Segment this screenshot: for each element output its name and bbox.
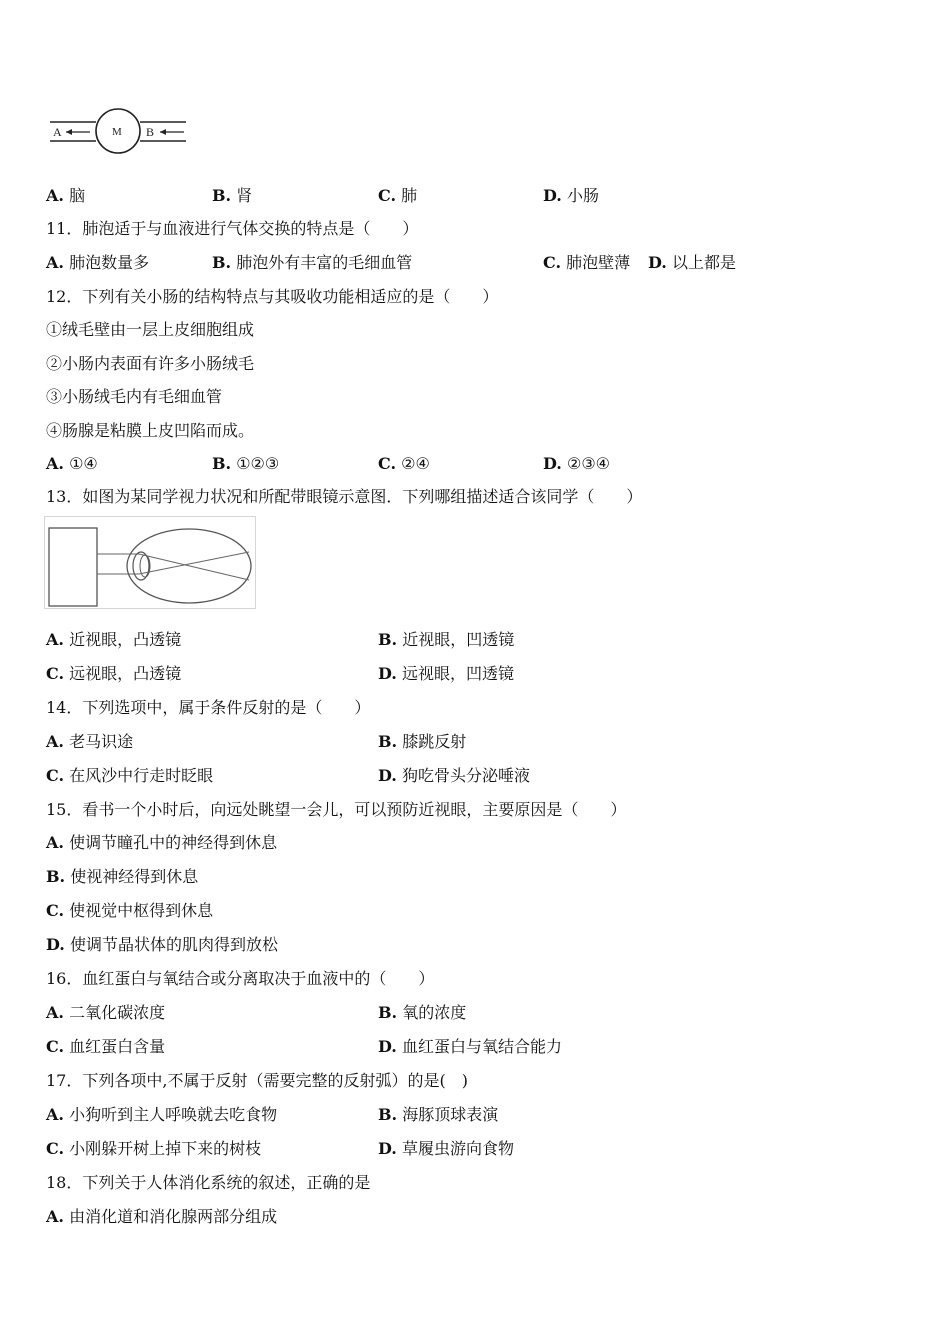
option-letter: D. [543,454,562,473]
label-a: A [53,125,62,139]
q17-stem: 17．下列各项中,不属于反射（需要完整的反射弧）的是( ) [46,1071,468,1090]
option-letter: A. [46,1207,64,1226]
option-text: 小刚躲开树上掉下来的树枝 [69,1139,262,1158]
option-text: 使调节晶状体的肌肉得到放松 [69,935,278,954]
option-letter: C. [46,901,65,920]
option-text: 肺泡数量多 [69,253,150,272]
option-text: ①②③ [236,454,280,473]
q18-stem: 18．下列关于人体消化系统的叙述，正确的是 [46,1173,371,1192]
option-text: 氧的浓度 [402,1003,467,1022]
q14-option-b[interactable] [378,731,466,753]
option-letter: B. [378,630,398,649]
q15-option-c[interactable] [46,900,213,922]
q11-option-b[interactable] [212,252,412,274]
q12-option-c[interactable] [378,453,430,475]
option-text: 血红蛋白含量 [69,1037,166,1056]
option-text: 以上都是 [671,253,736,272]
option-text: 由消化道和消化腺两部分组成 [69,1207,278,1226]
option-letter: A. [46,1105,64,1124]
option-letter: C. [46,766,65,785]
q12-option-a[interactable] [46,453,98,475]
option-text: 老马识途 [69,732,134,751]
option-text: 脑 [69,186,86,205]
option-letter: D. [648,253,667,272]
q10-option-a[interactable] [46,185,85,207]
option-letter: D. [378,1037,397,1056]
option-letter: D. [378,766,397,785]
q13-stem: 13．如图为某同学视力状况和所配带眼镜示意图．下列哪组描述适合该同学（ ） [46,487,643,506]
q13-option-c[interactable] [46,663,181,685]
q12-statement-4: ④肠腺是粘膜上皮凹陷而成。 [46,421,255,440]
option-text: 肺 [401,186,418,205]
option-text: 肺泡外有丰富的毛细血管 [236,253,413,272]
q11-option-a[interactable] [46,252,149,274]
option-text: 小肠 [566,186,599,205]
q16-option-c[interactable] [46,1036,165,1058]
eye-lens-diagram [44,516,256,609]
q16-option-b[interactable] [378,1002,466,1024]
option-letter: D. [378,664,397,683]
option-letter: B. [212,454,232,473]
q17-option-b[interactable] [378,1104,498,1126]
q10-option-c[interactable] [378,185,417,207]
option-text: 小狗听到主人呼唤就去吃食物 [69,1105,278,1124]
option-letter: A. [46,630,64,649]
q12-statement-3: ③小肠绒毛内有毛细血管 [46,387,223,406]
option-text: ①④ [69,454,98,473]
q11-stem: 11．肺泡适于与血液进行气体交换的特点是（ ） [46,219,419,238]
option-letter: A. [46,833,64,852]
q15-stem: 15．看书一个小时后，向远处眺望一会儿，可以预防近视眼，主要原因是（ ） [46,800,627,819]
option-text: 二氧化碳浓度 [69,1003,166,1022]
q14-option-c[interactable] [46,765,213,787]
option-letter: A. [46,454,64,473]
option-text: 狗吃骨头分泌唾液 [401,766,530,785]
q13-option-b[interactable] [378,629,514,651]
q12-statement-1: ①绒毛壁由一层上皮细胞组成 [46,320,255,339]
q11-option-d[interactable] [648,252,736,274]
option-text: 使视觉中枢得到休息 [69,901,214,920]
q12-option-b[interactable] [212,453,279,475]
option-text: 远视眼，凸透镜 [69,664,182,683]
q15-option-d[interactable] [46,934,278,956]
option-text: ②③④ [566,454,610,473]
q13-option-a[interactable] [46,629,181,651]
option-text: 肺泡壁薄 [566,253,631,272]
q15-option-b[interactable] [46,866,198,888]
option-text: 在风沙中行走时眨眼 [69,766,214,785]
q17-option-a[interactable] [46,1104,277,1126]
option-text: 海豚顶球表演 [402,1105,499,1124]
option-text: 肾 [236,186,253,205]
q14-option-a[interactable] [46,731,133,753]
option-text: 血红蛋白与氧结合能力 [401,1037,562,1056]
option-text: 使调节瞳孔中的神经得到休息 [69,833,278,852]
option-text: 远视眼，凹透镜 [401,664,514,683]
option-text: 近视眼，凹透镜 [402,630,515,649]
option-text: 近视眼，凸透镜 [69,630,182,649]
q10-option-d[interactable] [543,185,599,207]
q15-option-a[interactable] [46,832,277,854]
q10-option-b[interactable] [212,185,252,207]
option-letter: B. [378,732,398,751]
q12-option-d[interactable] [543,453,610,475]
option-letter: C. [46,1037,65,1056]
option-letter: C. [46,1139,65,1158]
q18-option-a[interactable] [46,1206,277,1228]
option-letter: D. [543,186,562,205]
option-letter: B. [212,253,232,272]
option-letter: A. [46,253,64,272]
option-letter: D. [378,1139,397,1158]
option-letter: A. [46,732,64,751]
q14-option-d[interactable] [378,765,530,787]
option-letter: C. [378,454,397,473]
option-letter: C. [378,186,397,205]
option-letter: A. [46,186,64,205]
option-letter: C. [46,664,65,683]
label-m: M [112,126,122,138]
option-letter: C. [543,253,562,272]
q17-option-c[interactable] [46,1138,261,1160]
option-letter: B. [46,867,66,886]
q12-statement-2: ②小肠内表面有许多小肠绒毛 [46,354,255,373]
q16-option-d[interactable] [378,1036,562,1058]
option-text: 草履虫游向食物 [401,1139,514,1158]
q17-option-d[interactable] [378,1138,514,1160]
option-text: 使视神经得到休息 [70,867,199,886]
q16-option-a[interactable] [46,1002,165,1024]
option-letter: D. [46,935,65,954]
q12-stem: 12．下列有关小肠的结构特点与其吸收功能相适应的是（ ） [46,287,499,306]
q13-option-d[interactable] [378,663,514,685]
option-letter: B. [378,1105,398,1124]
q16-stem: 16．血红蛋白与氧结合或分离取决于血液中的（ ） [46,969,435,988]
option-text: ②④ [401,454,430,473]
label-b: B [146,125,155,139]
q11-option-c[interactable] [543,252,630,274]
option-letter: B. [212,186,232,205]
organ-flow-diagram [44,105,194,160]
q14-stem: 14．下列选项中，属于条件反射的是（ ） [46,698,371,717]
option-letter: B. [378,1003,398,1022]
option-letter: A. [46,1003,64,1022]
option-text: 膝跳反射 [402,732,467,751]
